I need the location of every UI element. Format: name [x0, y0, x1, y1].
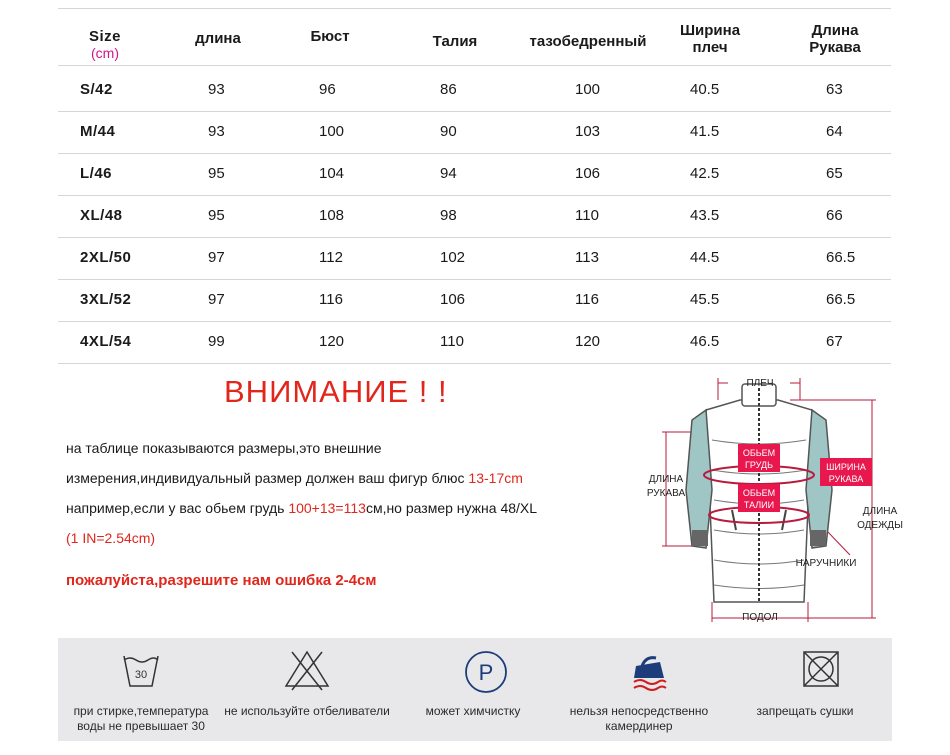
measurement-cell: 120	[575, 333, 601, 350]
note-line-3-text-b: см,но размер нужна 48/XL	[365, 500, 538, 516]
measurement-cell: 64	[826, 123, 843, 140]
label-garment-length-1: ДЛИНА	[862, 506, 898, 517]
care-item-no-iron	[556, 638, 722, 741]
note-line-2	[66, 470, 523, 486]
measurement-cell: 97	[208, 291, 225, 308]
measurement-cell: 66	[826, 207, 843, 224]
label-cuffs: НАРУЧНИКИ	[795, 558, 857, 569]
label-hem: ПОДОЛ	[742, 612, 778, 623]
measurement-cell: 120	[319, 333, 345, 350]
care-item-no-dry	[722, 638, 888, 741]
measurement-cell: 108	[319, 207, 345, 224]
measurement-cell: 116	[319, 291, 343, 308]
measurement-cell: 66.5	[826, 249, 856, 266]
care-text-wash: при стирке,температура воды не превышает 30	[73, 704, 209, 733]
size-cell: 2XL/50	[80, 249, 132, 266]
table-divider	[58, 237, 891, 238]
label-sleeve-length-2: РУКАВА	[646, 488, 686, 499]
wash-temp-label: 30	[134, 669, 148, 681]
note-line-3-red: 100+13=113	[288, 500, 366, 516]
measurement-cell: 98	[440, 207, 457, 224]
measurement-cell: 96	[319, 81, 336, 98]
label-sleeve-length-1: ДЛИНА	[648, 474, 684, 485]
care-item-wash	[58, 638, 224, 741]
measurement-cell: 65	[826, 165, 843, 182]
measurement-cell: 99	[208, 333, 225, 350]
care-instructions	[58, 638, 892, 741]
size-cell: XL/48	[80, 207, 123, 224]
no-bleach-icon	[224, 646, 390, 694]
label-garment-length-2: ОДЕЖДЫ	[857, 520, 903, 531]
label-sleeve-width-1: ШИРИНА	[826, 462, 866, 472]
wash-30-icon	[58, 646, 224, 694]
measurement-cell: 66.5	[826, 291, 856, 308]
care-item-dry-clean	[390, 638, 556, 741]
measurement-cell: 106	[575, 165, 601, 182]
measurement-cell: 100	[575, 81, 601, 98]
size-unit-label: (cm)	[91, 45, 119, 61]
size-cell: 4XL/54	[80, 333, 132, 350]
label-waist-1: ОБЬЕМ	[742, 488, 776, 498]
measurement-cell: 113	[575, 249, 599, 266]
table-divider	[58, 363, 891, 364]
care-item-no-bleach	[224, 638, 390, 741]
header-sleeve-length: Длина Рукава	[809, 22, 861, 56]
size-header-label: Size	[88, 28, 121, 45]
measurement-cell: 43.5	[690, 207, 720, 224]
label-shoulder: ПЛЕЧ	[746, 378, 774, 389]
dry-clean-icon	[390, 646, 556, 694]
table-divider	[58, 153, 891, 154]
measurement-cell: 110	[440, 333, 464, 350]
note-line-2-text: измерения,индивидуальный размер должен ваш фигур блюс	[66, 470, 469, 486]
measurement-cell: 93	[208, 81, 225, 98]
label-chest-2: ГРУДЬ	[745, 460, 773, 470]
header-bust: Бюст	[310, 28, 350, 45]
measurement-cell: 95	[208, 165, 225, 182]
header-hip: тазобедренный	[529, 33, 647, 50]
measurement-cell: 116	[575, 291, 599, 308]
measurement-cell: 42.5	[690, 165, 720, 182]
no-steam-iron-icon	[556, 646, 722, 694]
note-line-3	[66, 500, 537, 516]
table-divider	[58, 279, 891, 280]
measurement-cell: 97	[208, 249, 225, 266]
header-waist: Талия	[432, 33, 478, 50]
measurement-cell: 112	[319, 249, 343, 266]
table-divider	[58, 321, 891, 322]
measurement-cell: 63	[826, 81, 843, 98]
measurement-cell: 95	[208, 207, 225, 224]
care-text-no-dry: запрещать сушки	[756, 704, 854, 718]
size-cell: S/42	[80, 81, 113, 98]
note-line-3-text-a: например,если у вас обьем грудь	[66, 500, 289, 516]
table-divider	[58, 195, 891, 196]
header-length: длина	[195, 30, 241, 47]
note-line-4: (1 IN=2.54cm)	[66, 530, 156, 546]
label-sleeve-width-2: РУКАВА	[828, 474, 864, 484]
label-chest-1: ОБЬЕМ	[742, 448, 776, 458]
size-column-header	[80, 28, 130, 62]
care-text-no-bleach: не используйте отбеливатели	[224, 704, 390, 718]
error-note: пожалуйста,разрешите нам ошибка 2-4см	[66, 572, 377, 589]
measurement-cell: 41.5	[690, 123, 720, 140]
measurement-cell: 40.5	[690, 81, 720, 98]
care-text-no-iron: нельзя непосредственно камердинер	[569, 704, 709, 733]
measurement-cell: 94	[440, 165, 457, 182]
jacket-measurement-diagram	[640, 370, 910, 630]
measurement-cell: 110	[575, 207, 599, 224]
measurement-cell: 93	[208, 123, 225, 140]
dry-clean-letter: P	[478, 660, 494, 685]
measurement-cell: 44.5	[690, 249, 720, 266]
warning-title: ВНИМАНИЕ ! !	[224, 374, 448, 409]
no-tumble-dry-icon	[722, 646, 888, 694]
care-text-dry-clean: может химчистку	[425, 704, 521, 718]
label-waist-2: ТАЛИИ	[743, 500, 775, 510]
table-divider	[58, 111, 891, 112]
measurement-cell: 86	[440, 81, 457, 98]
table-divider	[58, 8, 891, 9]
measurement-cell: 90	[440, 123, 457, 140]
note-line-2-red: 13-17cm	[468, 470, 523, 486]
size-cell: L/46	[80, 165, 113, 182]
measurement-cell: 103	[575, 123, 601, 140]
measurement-cell: 67	[826, 333, 843, 350]
measurement-cell: 102	[440, 249, 466, 266]
measurement-cell: 45.5	[690, 291, 720, 308]
size-cell: M/44	[80, 123, 116, 140]
size-cell: 3XL/52	[80, 291, 132, 308]
measurement-cell: 46.5	[690, 333, 720, 350]
measurement-cell: 106	[440, 291, 466, 308]
measurement-cell: 100	[319, 123, 345, 140]
header-shoulder-width: Ширина плеч	[679, 22, 741, 56]
note-line-1: на таблице показываются размеры,это внешние	[66, 440, 382, 456]
table-divider	[58, 65, 891, 66]
measurement-cell: 104	[319, 165, 345, 182]
